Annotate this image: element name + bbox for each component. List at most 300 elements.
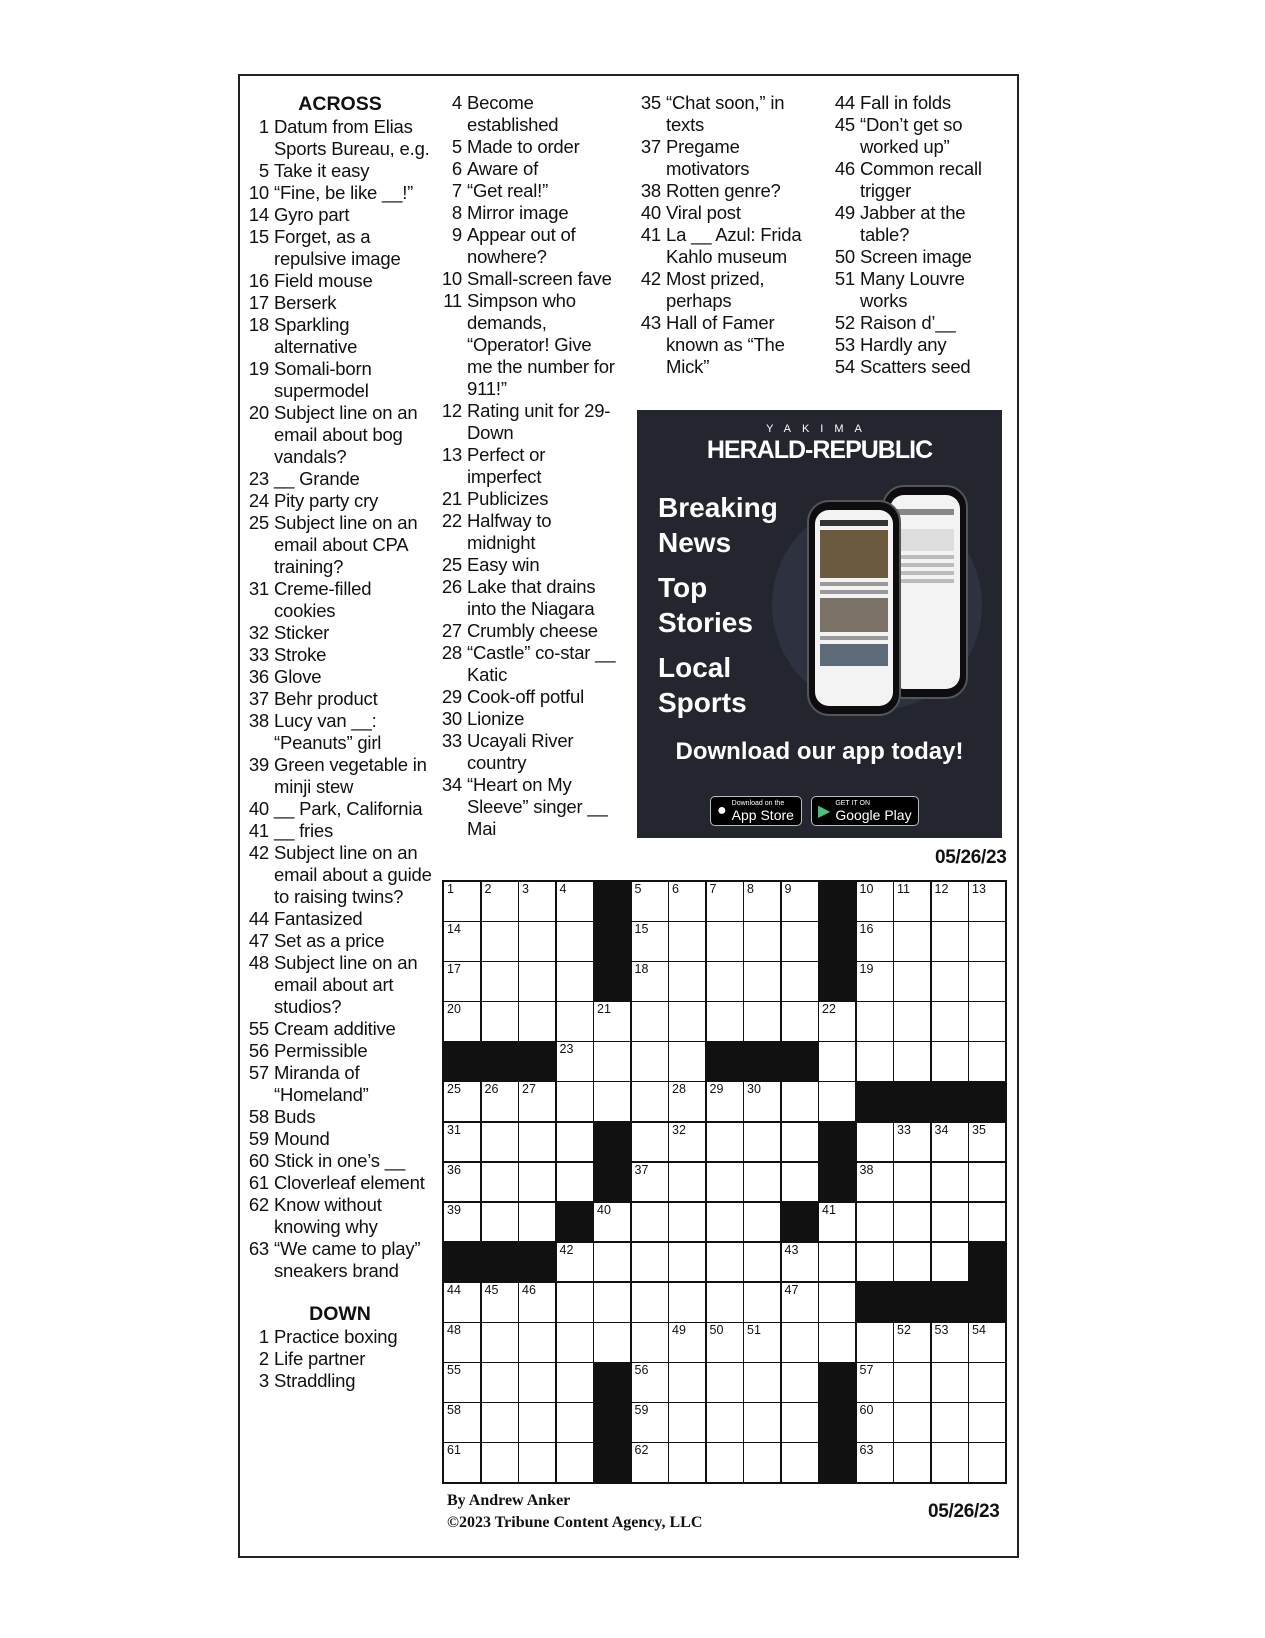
grid-cell[interactable] xyxy=(444,1323,480,1362)
grid-cell[interactable] xyxy=(969,1403,1005,1442)
clue-number: 21 xyxy=(441,488,462,509)
cell-number: 53 xyxy=(934,1323,949,1338)
google-play-button[interactable]: ▶ GET IT ON Google Play xyxy=(811,796,919,826)
grid-cell[interactable] xyxy=(969,922,1005,961)
grid-cell[interactable] xyxy=(669,1323,705,1362)
grid-cell[interactable] xyxy=(819,1283,855,1322)
grid-cell[interactable] xyxy=(932,1363,968,1402)
grid-cell[interactable] xyxy=(932,922,968,961)
clue xyxy=(440,158,616,180)
grid-cell[interactable] xyxy=(932,1123,968,1162)
grid-cell[interactable] xyxy=(782,1403,818,1442)
clue xyxy=(440,510,616,554)
grid-cell[interactable] xyxy=(519,1203,555,1242)
clue-text: Appear out of nowhere? xyxy=(467,224,576,267)
grid-cell[interactable] xyxy=(557,1323,593,1362)
clue-text: La __ Azul: Frida Kahlo museum xyxy=(666,224,802,267)
cell-number: 5 xyxy=(634,882,642,896)
grid-cell[interactable] xyxy=(632,1243,668,1282)
grid-cell[interactable] xyxy=(632,1443,668,1482)
grid-cell[interactable] xyxy=(744,1082,780,1121)
grid-cell[interactable] xyxy=(894,882,930,921)
grid-cell[interactable] xyxy=(857,1123,893,1162)
grid-cell[interactable] xyxy=(782,1243,818,1282)
cell-number: 22 xyxy=(822,1002,836,1017)
grid-cell[interactable] xyxy=(819,1002,855,1041)
grid-cell[interactable] xyxy=(894,1323,930,1362)
grid-cell[interactable] xyxy=(519,1002,555,1041)
grid-cell[interactable] xyxy=(782,882,818,921)
grid-cell[interactable] xyxy=(557,1243,593,1282)
grid-cell[interactable] xyxy=(744,1243,780,1282)
grid-cell[interactable] xyxy=(557,1403,593,1442)
cell-number: 8 xyxy=(747,882,754,896)
grid-cell[interactable] xyxy=(744,922,780,961)
grid-cell[interactable] xyxy=(707,1323,743,1362)
grid-cell[interactable] xyxy=(519,1082,555,1121)
grid-cell[interactable] xyxy=(444,1203,480,1242)
clue-text: Raison d’__ xyxy=(860,312,956,333)
grid-cell[interactable] xyxy=(669,1243,705,1282)
grid-cell[interactable] xyxy=(669,1082,705,1121)
clue-number: 26 xyxy=(441,576,462,597)
clue xyxy=(246,578,434,622)
clue-text: Practice boxing xyxy=(274,1326,398,1347)
clue-text: Straddling xyxy=(274,1370,356,1391)
grid-cell[interactable] xyxy=(894,1203,930,1242)
clue-text: Ucayali River country xyxy=(467,730,574,773)
clue xyxy=(246,1194,434,1238)
grid-cell[interactable] xyxy=(557,1443,593,1482)
clue xyxy=(246,710,434,754)
clue-number: 38 xyxy=(248,710,269,731)
black-square xyxy=(932,1082,968,1121)
grid-cell[interactable] xyxy=(594,1042,630,1081)
grid-cell[interactable] xyxy=(557,1042,593,1081)
grid-cell[interactable] xyxy=(744,1443,780,1482)
grid-cell[interactable] xyxy=(444,1123,480,1162)
grid-cell[interactable] xyxy=(969,882,1005,921)
grid-cell[interactable] xyxy=(594,1283,630,1322)
grid-cell[interactable] xyxy=(482,1203,518,1242)
grid-cell[interactable] xyxy=(894,1123,930,1162)
clue-text: Field mouse xyxy=(274,270,373,291)
grid-cell[interactable] xyxy=(782,1002,818,1041)
clue xyxy=(440,620,616,642)
grid-cell[interactable] xyxy=(557,1163,593,1202)
grid-cell[interactable] xyxy=(594,1082,630,1121)
grid-cell[interactable] xyxy=(969,1443,1005,1482)
grid-cell[interactable] xyxy=(557,882,593,921)
grid-cell[interactable] xyxy=(669,1042,705,1081)
clue xyxy=(246,270,434,292)
clue xyxy=(440,444,616,488)
grid-cell[interactable] xyxy=(632,1042,668,1081)
grid-cell[interactable] xyxy=(932,962,968,1001)
clue-text: Crumbly cheese xyxy=(467,620,598,641)
grid-cell[interactable] xyxy=(444,1082,480,1121)
grid-cell[interactable] xyxy=(707,1163,743,1202)
clue xyxy=(246,1348,434,1370)
grid-cell[interactable] xyxy=(669,1203,705,1242)
grid-cell[interactable] xyxy=(857,1203,893,1242)
grid-cell[interactable] xyxy=(894,1163,930,1202)
grid-cell[interactable] xyxy=(444,962,480,1001)
grid-cell[interactable] xyxy=(969,962,1005,1001)
grid-cell[interactable] xyxy=(707,1002,743,1041)
clue-text: “Fine, be like __!” xyxy=(274,182,414,203)
grid-cell[interactable] xyxy=(707,1363,743,1402)
ad-headline-2: Top Stories xyxy=(658,572,753,638)
grid-cell[interactable] xyxy=(932,1243,968,1282)
grid-cell[interactable] xyxy=(857,1042,893,1081)
clue xyxy=(246,820,434,842)
clue xyxy=(830,92,1012,114)
clue-number: 3 xyxy=(258,1370,269,1391)
grid-cell[interactable] xyxy=(969,1203,1005,1242)
grid-cell[interactable] xyxy=(632,922,668,961)
grid-cell[interactable] xyxy=(707,882,743,921)
grid-cell[interactable] xyxy=(744,1203,780,1242)
clue-number: 15 xyxy=(248,226,269,247)
cell-number: 37 xyxy=(634,1162,649,1177)
grid-cell[interactable] xyxy=(932,1203,968,1242)
grid-cell[interactable] xyxy=(744,1283,780,1322)
grid-cell[interactable] xyxy=(744,882,780,921)
clue xyxy=(246,1370,434,1392)
grid-cell[interactable] xyxy=(932,1163,968,1202)
grid-cell[interactable] xyxy=(632,882,668,921)
grid-cell[interactable] xyxy=(744,962,780,1001)
black-square xyxy=(482,1243,518,1282)
grid-cell[interactable] xyxy=(782,922,818,961)
grid-cell[interactable] xyxy=(857,1443,893,1482)
grid-cell[interactable] xyxy=(482,962,518,1001)
grid-cell[interactable] xyxy=(894,962,930,1001)
grid-cell[interactable] xyxy=(482,1123,518,1162)
grid-cell[interactable] xyxy=(894,1243,930,1282)
black-square xyxy=(969,1243,1005,1282)
grid-cell[interactable] xyxy=(894,1403,930,1442)
grid-cell[interactable] xyxy=(444,922,480,961)
grid-cell[interactable] xyxy=(632,1283,668,1322)
black-square xyxy=(594,962,630,1001)
cell-number: 38 xyxy=(859,1162,874,1177)
grid-cell[interactable] xyxy=(932,1403,968,1442)
grid-cell[interactable] xyxy=(519,1163,555,1202)
clue xyxy=(440,290,616,400)
black-square xyxy=(969,1082,1005,1121)
clue-number: 32 xyxy=(248,622,269,643)
clue xyxy=(246,1106,434,1128)
grid-cell[interactable] xyxy=(632,1002,668,1041)
grid-cell[interactable] xyxy=(444,1403,480,1442)
grid-cell[interactable] xyxy=(969,1002,1005,1041)
grid-cell[interactable] xyxy=(857,882,893,921)
grid-cell[interactable] xyxy=(932,1002,968,1041)
clue xyxy=(246,490,434,512)
grid-cell[interactable] xyxy=(519,922,555,961)
grid-cell[interactable] xyxy=(782,1443,818,1482)
grid-cell[interactable] xyxy=(782,1363,818,1402)
cell-number: 39 xyxy=(447,1202,461,1217)
cell-number: 10 xyxy=(859,882,874,896)
clue-number: 36 xyxy=(248,666,269,687)
grid-cell[interactable] xyxy=(707,962,743,1001)
grid-cell[interactable] xyxy=(444,1002,480,1041)
grid-cell[interactable] xyxy=(519,882,555,921)
grid-cell[interactable] xyxy=(669,1123,705,1162)
clue xyxy=(830,246,1012,268)
grid-cell[interactable] xyxy=(969,1163,1005,1202)
grid-cell[interactable] xyxy=(632,1363,668,1402)
grid-cell[interactable] xyxy=(819,1243,855,1282)
grid-cell[interactable] xyxy=(744,1163,780,1202)
grid-cell[interactable] xyxy=(482,1443,518,1482)
grid-cell[interactable] xyxy=(819,1203,855,1242)
grid-cell[interactable] xyxy=(557,1082,593,1121)
clue xyxy=(246,292,434,314)
grid-cell[interactable] xyxy=(669,1283,705,1322)
grid-cell[interactable] xyxy=(669,1363,705,1402)
clue xyxy=(246,358,434,402)
clue-number: 39 xyxy=(248,754,269,775)
grid-cell[interactable] xyxy=(632,1123,668,1162)
grid-cell[interactable] xyxy=(669,922,705,961)
grid-cell[interactable] xyxy=(782,962,818,1001)
grid-cell[interactable] xyxy=(519,1443,555,1482)
clue-text: Small-screen fave xyxy=(467,268,612,289)
grid-cell[interactable] xyxy=(444,1163,480,1202)
grid-cell[interactable] xyxy=(669,882,705,921)
cell-number: 7 xyxy=(709,882,717,896)
clue-text: Berserk xyxy=(274,292,337,313)
grid-cell[interactable] xyxy=(482,1082,518,1121)
cell-number: 1 xyxy=(447,882,454,896)
clue-number: 42 xyxy=(248,842,269,863)
grid-cell[interactable] xyxy=(744,1123,780,1162)
grid-cell[interactable] xyxy=(894,922,930,961)
grid-cell[interactable] xyxy=(819,1042,855,1081)
cell-number: 27 xyxy=(522,1082,536,1097)
grid-cell[interactable] xyxy=(482,922,518,961)
grid-cell[interactable] xyxy=(519,962,555,1001)
date-top: 05/26/23 xyxy=(935,847,1007,868)
grid-cell[interactable] xyxy=(557,1002,593,1041)
black-square xyxy=(894,1283,930,1322)
cell-number: 61 xyxy=(447,1443,461,1458)
grid-cell[interactable] xyxy=(707,1403,743,1442)
grid-cell[interactable] xyxy=(594,1323,630,1362)
cell-number: 57 xyxy=(859,1363,874,1378)
down-heading: DOWN xyxy=(309,1303,371,1325)
grid-cell[interactable] xyxy=(969,1123,1005,1162)
grid-cell[interactable] xyxy=(669,1403,705,1442)
clue-text: Green vegetable in minji stew xyxy=(274,754,427,797)
grid-cell[interactable] xyxy=(707,1203,743,1242)
cell-number: 25 xyxy=(447,1082,461,1097)
clue-text: Easy win xyxy=(467,554,540,575)
grid-cell[interactable] xyxy=(519,1283,555,1322)
clue xyxy=(440,202,616,224)
clue-number: 16 xyxy=(248,270,269,291)
grid-cell[interactable] xyxy=(632,1403,668,1442)
clue xyxy=(246,1238,434,1282)
clue-number: 27 xyxy=(441,620,462,641)
cell-number: 44 xyxy=(447,1282,461,1297)
grid-cell[interactable] xyxy=(857,922,893,961)
grid-cell[interactable] xyxy=(707,1082,743,1121)
cell-number: 54 xyxy=(972,1323,986,1338)
grid-cell[interactable] xyxy=(744,1323,780,1362)
black-square xyxy=(482,1042,518,1081)
grid-cell[interactable] xyxy=(632,1082,668,1121)
grid-cell[interactable] xyxy=(519,1323,555,1362)
clue-number: 42 xyxy=(640,268,661,289)
grid-cell[interactable] xyxy=(857,1002,893,1041)
grid-cell[interactable] xyxy=(594,1203,630,1242)
clue-text: Viral post xyxy=(666,202,741,223)
grid-cell[interactable] xyxy=(632,1203,668,1242)
black-square xyxy=(444,1042,480,1081)
clue xyxy=(440,224,616,268)
clue-number: 11 xyxy=(443,290,462,311)
clue-column-2 xyxy=(440,92,616,840)
grid-cell[interactable] xyxy=(782,1323,818,1362)
clue xyxy=(830,114,1012,158)
grid-cell[interactable] xyxy=(932,882,968,921)
grid-cell[interactable] xyxy=(894,1002,930,1041)
grid-cell[interactable] xyxy=(894,1443,930,1482)
clue-text: Lionize xyxy=(467,708,525,729)
grid-cell[interactable] xyxy=(782,1082,818,1121)
clue-number: 51 xyxy=(834,268,855,289)
grid-cell[interactable] xyxy=(632,1323,668,1362)
grid-cell[interactable] xyxy=(444,1283,480,1322)
grid-cell[interactable] xyxy=(519,1123,555,1162)
grid-cell[interactable] xyxy=(707,1243,743,1282)
black-square xyxy=(932,1283,968,1322)
clue-number: 37 xyxy=(248,688,269,709)
clue xyxy=(830,312,1012,334)
grid-cell[interactable] xyxy=(707,922,743,961)
clue xyxy=(440,708,616,730)
grid-cell[interactable] xyxy=(482,1002,518,1041)
app-store-button[interactable]: ● Download on the App Store xyxy=(710,796,802,826)
grid-cell[interactable] xyxy=(669,1443,705,1482)
grid-cell[interactable] xyxy=(557,1123,593,1162)
grid-cell[interactable] xyxy=(594,1002,630,1041)
cell-number: 49 xyxy=(672,1323,686,1338)
grid-cell[interactable] xyxy=(857,962,893,1001)
cell-number: 4 xyxy=(559,882,567,896)
grid-cell[interactable] xyxy=(482,1323,518,1362)
grid-cell[interactable] xyxy=(744,1363,780,1402)
clue-text: Halfway to midnight xyxy=(467,510,552,553)
cell-number: 23 xyxy=(559,1042,574,1057)
clue-number: 50 xyxy=(834,246,855,267)
crossword-grid[interactable] xyxy=(442,880,1007,1484)
clue-text: __ Grande xyxy=(274,468,360,489)
grid-cell[interactable] xyxy=(969,1363,1005,1402)
grid-cell[interactable] xyxy=(857,1163,893,1202)
grid-cell[interactable] xyxy=(857,1363,893,1402)
grid-cell[interactable] xyxy=(669,962,705,1001)
grid-cell[interactable] xyxy=(519,1403,555,1442)
clue xyxy=(246,204,434,226)
grid-cell[interactable] xyxy=(932,1323,968,1362)
down-clue-list xyxy=(246,1326,434,1392)
grid-cell[interactable] xyxy=(969,1042,1005,1081)
clue-text: Cream additive xyxy=(274,1018,396,1039)
grid-cell[interactable] xyxy=(482,882,518,921)
ad-headline-3: Local Sports xyxy=(658,652,747,718)
grid-cell[interactable] xyxy=(707,1123,743,1162)
clue xyxy=(246,1018,434,1040)
clue xyxy=(246,512,434,578)
grid-cell[interactable] xyxy=(932,1443,968,1482)
grid-cell[interactable] xyxy=(482,1363,518,1402)
cell-number: 15 xyxy=(634,922,649,937)
grid-cell[interactable] xyxy=(894,1042,930,1081)
grid-cell[interactable] xyxy=(444,1363,480,1402)
grid-cell[interactable] xyxy=(482,1403,518,1442)
grid-cell[interactable] xyxy=(444,1443,480,1482)
grid-cell[interactable] xyxy=(782,1283,818,1322)
grid-cell[interactable] xyxy=(594,1243,630,1282)
grid-cell[interactable] xyxy=(894,1363,930,1402)
clue xyxy=(246,468,434,490)
app-advertisement[interactable] xyxy=(637,410,1002,838)
clue-number: 48 xyxy=(248,952,269,973)
black-square xyxy=(594,1163,630,1202)
grid-cell[interactable] xyxy=(744,1403,780,1442)
grid-cell[interactable] xyxy=(819,1323,855,1362)
grid-cell[interactable] xyxy=(482,1163,518,1202)
grid-cell[interactable] xyxy=(557,1283,593,1322)
grid-cell[interactable] xyxy=(519,1363,555,1402)
grid-cell[interactable] xyxy=(557,1363,593,1402)
grid-cell[interactable] xyxy=(707,1443,743,1482)
grid-cell[interactable] xyxy=(932,1042,968,1081)
grid-cell[interactable] xyxy=(669,1163,705,1202)
black-square xyxy=(594,922,630,961)
grid-cell[interactable] xyxy=(857,1243,893,1282)
clue xyxy=(246,1172,434,1194)
grid-cell[interactable] xyxy=(744,1002,780,1041)
black-square xyxy=(782,1042,818,1081)
cell-number: 17 xyxy=(447,962,461,977)
grid-cell[interactable] xyxy=(857,1323,893,1362)
grid-cell[interactable] xyxy=(632,1163,668,1202)
grid-cell[interactable] xyxy=(669,1002,705,1041)
grid-cell[interactable] xyxy=(707,1283,743,1322)
clue-column-4 xyxy=(830,92,1012,378)
grid-cell[interactable] xyxy=(969,1323,1005,1362)
cell-number: 18 xyxy=(634,962,649,977)
grid-cell[interactable] xyxy=(482,1283,518,1322)
grid-cell[interactable] xyxy=(782,1123,818,1162)
grid-cell[interactable] xyxy=(632,962,668,1001)
grid-cell[interactable] xyxy=(557,962,593,1001)
clue-number: 47 xyxy=(248,930,269,951)
grid-cell[interactable] xyxy=(557,922,593,961)
grid-cell[interactable] xyxy=(444,882,480,921)
grid-cell[interactable] xyxy=(819,1082,855,1121)
grid-cell[interactable] xyxy=(857,1403,893,1442)
cell-number: 6 xyxy=(672,882,679,896)
grid-cell[interactable] xyxy=(782,1163,818,1202)
